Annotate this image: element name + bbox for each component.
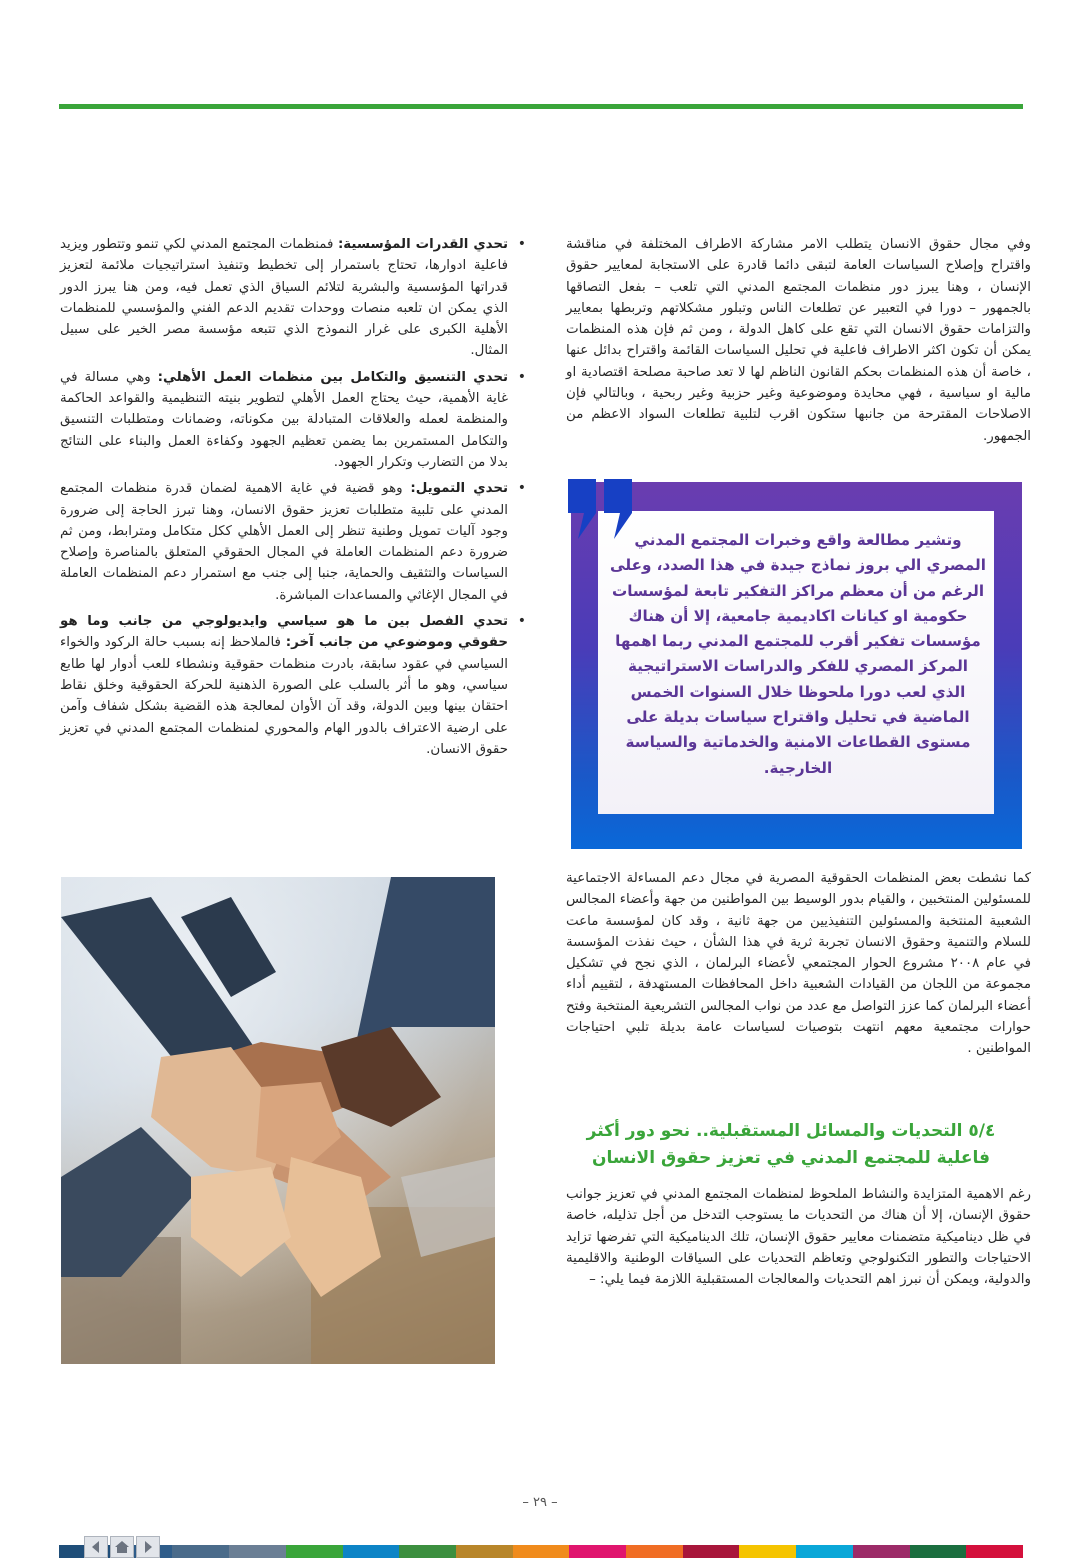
home-icon[interactable]	[110, 1536, 134, 1558]
footer-color-segment	[910, 1545, 967, 1558]
arrow-left-icon[interactable]	[84, 1536, 108, 1558]
footer-color-segment	[796, 1545, 853, 1558]
right-column-bottom	[566, 1184, 1031, 1290]
footer-color-segment	[229, 1545, 286, 1558]
challenges-intro-paragraph: رغم الاهمية المتزايدة والنشاط الملحوظ لمنظمات المجتمع المدني في تعزيز جوانب حقوق الإنسان، إلا أن هناك من التحديات ما يستوجب التدخل من أجل تذليله، خاصة في ظل ديناميكية متضمنات معايير حقوق الإنسان، تلك الديناميكية التي تفرضها تزايد الاحتياجات والتطور التكنولوجي وتعاظم التحديات على السياقات الوطنية والاقليمية والدولية، ويمكن أن نبرز اهم التحديات والمعالجات المستقبلية اللازمة فيما يلي: –	[566, 1187, 1031, 1288]
list-item: • تحدي التنسيق والتكامل بين منظمات العمل الأهلي: وهي مسالة في غاية الأهمية، حيث يحتاج العمل الأهلي لتطوير بنيته التنظيمية والقواعد الحاكمة والمنظمة لعمله والعلاقات المتبادلة بين مكوناته، وضمانات ومتطلبات التنسيق والتكامل المستمرين بما يضمن تعظيم الجهود وكفاءة العمل والبناء على النتائج بدلا من التضارب وتكرار الجهود.	[60, 367, 518, 473]
footer-color-segment	[343, 1545, 400, 1558]
hands-illustration	[61, 877, 495, 1364]
section-heading	[566, 1118, 1016, 1172]
page-number: – ٢٩ –	[522, 1495, 558, 1510]
list-item: • تحدي القدرات المؤسسية: فمنظمات المجتمع المدني لكي تنمو وتتطور ويزيد فاعلية ادوارها، تحتاج باستمرار إلى تخطيط وتنفيذ استراتيجيات ملائمة لتعزيز قدراتها المؤسسية والبشرية لتلائم السياق الذي تعمل فيه، ومن هنا يبرز الدور الذي يمكن ان تلعبه منصات ووحدات تقديم الدعم الفني والمؤسسي للمنظمات الأهلية الكبرى على غرار النموذج الذي تتبعه مؤسسة مصر الخير على سبيل المثال.	[60, 234, 518, 362]
section-heading-line-1: ٥/٤ التحديات والمسائل المستقبلية.. نحو دور أكثر	[586, 1121, 996, 1141]
challenges-list	[60, 234, 518, 760]
footer-color-bar	[59, 1545, 1023, 1558]
stacked-hands-photo	[61, 877, 495, 1364]
footer-color-segment	[966, 1545, 1023, 1558]
footer-color-segment	[399, 1545, 456, 1558]
footer-color-segment	[456, 1545, 513, 1558]
section-heading-line-2: فاعلية للمجتمع المدني في تعزيز حقوق الانسان	[591, 1148, 990, 1168]
footer-color-segment	[683, 1545, 740, 1558]
footer-color-segment	[286, 1545, 343, 1558]
arrow-right-icon[interactable]	[136, 1536, 160, 1558]
list-item: • تحدي الفصل بين ما هو سياسي وايديولوجي من جانب وما هو حقوقي وموضوعي من جانب آخر: فالملاحظ إنه بسبب حالة الركود والخواء السياسي في عقود سابقة، بادرت منظمات حقوقية ونشطاء للعب أدوار لها طابع سياسي، وهو ما أثر بالسلب على الصورة الذهنية للحركة الحقوقية وخلق نقاط احتقان بينها وبين الدولة، وقد آن الأوان لمعالجة هذه القضية بشكل شفاف وآمن على ارضية الاعتراف بالدور الهام والمحوري لمنظمات المجتمع المدني في تعزيز حقوق الانسان.	[60, 611, 518, 760]
footer-color-segment	[739, 1545, 796, 1558]
footer-color-segment	[513, 1545, 570, 1558]
right-column-mid	[566, 868, 1031, 1060]
footer-color-segment	[853, 1545, 910, 1558]
civil-society-paragraph: كما نشطت بعض المنظمات الحقوقية المصرية في مجال دعم المساءلة الاجتماعية للمسئولين المنتخبين ، والقيام بدور الوسيط بين المواطنين من جهة وأعضاء المجالس الشعبية المنتخبة والمسئولين التنفيذيين من جهة ثانية ، وقد كان لمؤسسة ماعت للسلام والتنمية وحقوق الانسان تجربة ثرية في هذا الشأن ، حيث نفذت المؤسسة في عام ٢٠٠٨ مشروع الحوار المجتمعي لأعضاء البرلمان ، الذي نجح في تشكيل مجموعة من اللجان من القيادات الشعبية داخل المحافظات المستهدفة ، لتقييم أداء أعضاء البرلمان كما عزز التواصل مع عدد من نواب المجالس التشريعية المنتخبة وفتح حوارات مجتمعية معهم انتهت بتوصيات لسياسات عامة بديلة تلبي احتياجات المواطنين .	[566, 871, 1032, 1057]
footer-color-segment	[626, 1545, 683, 1558]
footer-color-segment	[569, 1545, 626, 1558]
right-column-intro	[566, 234, 1031, 447]
intro-paragraph: وفي مجال حقوق الانسان يتطلب الامر مشاركة الاطراف المختلفة في مناقشة واقتراح وإصلاح السياسات العامة لتبقى دائما قادرة على الاستجابة لمعايير حقوق الإنسان ، وهنا يبرز دور منظمات المجتمع المدني التي تلعب – بفعل التصاقها بالجمهور – دورا في التعبير عن تطلعات الناس وتبلور مشكلاتهم وتربطها بمعايير والتزامات حقوق الانسان التي تقع على كاهل الدولة ، ومن ثم فإن هذه المنظمات يمكن أن تكون اكثر الاطراف فاعلية في تحليل السياسات القائمة واقتراح بدائل عنها ، خاصة أن هذه المنظمات بحكم القانون الناظم لها لا تعد صاحبة مصلحة اقتصادية او مالية او سياسية ، فهي محايدة وموضوعية وغير حزبية وغير ربحية ، وبالتالي فإن الاصلاحات المقترحة من جانبها ستكون اقرب لتلبية تطلعات السواد الاعظم من الجمهور.	[566, 237, 1031, 444]
top-green-rule	[59, 104, 1023, 109]
pull-quote-text: وتشير مطالعة واقع وخبرات المجتمع المدني المصري الي بروز نماذج جيدة في هذا الصدد، وعلى الرغم من أن معظم مراكز التفكير تابعة لمؤسسات حكومية او كيانات اكاديمية جامعية، إلا أن هناك مؤسسات تفكير أقرب للمجتمع المدني ربما اهمها المركز المصري للفكر والدراسات الاستراتيجية الذي لعب دورا ملحوظا خلال السنوات الخمس الماضية في تحليل واقتراح سياسات بديلة على مستوى القطاعات الامنية والخدماتية والسياسة الخارجية.	[610, 531, 986, 777]
left-column	[60, 234, 518, 765]
list-item: • تحدي التمويل: وهو قضية في غاية الاهمية لضمان قدرة منظمات المجتمع المدني على تلبية متطلبات تعزيز حقوق الانسان، وهنا تبرز الحاجة إلى ضرورة وجود آليات تمويل وطنية تنظر إلى العمل الأهلي ككل متكامل ومترابط، ومن ثم ضرورة دعم المنظمات العاملة في المجال الحقوقي المتعلق بالمناصرة وإصلاح السياسات والتثقيف والحماية، جنبا إلى جنب مع استمرار دعم المنظمات العاملة في المجال الإغاثي والمساعدات المباشرة.	[60, 478, 518, 606]
footer-navigation	[84, 1536, 160, 1558]
footer-color-segment	[172, 1545, 229, 1558]
